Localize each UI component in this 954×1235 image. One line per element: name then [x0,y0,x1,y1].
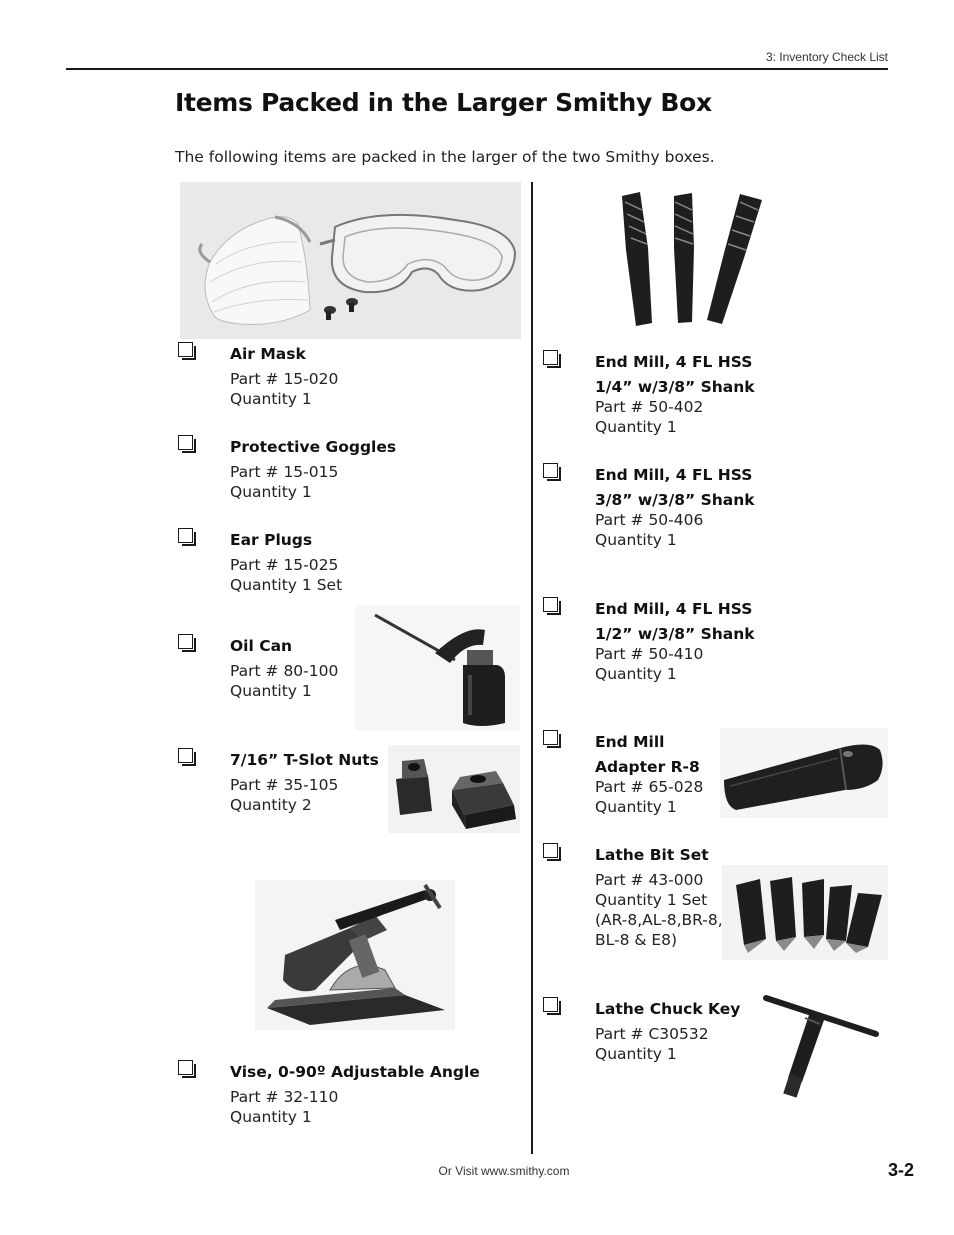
item-name: Ear Plugs [230,531,313,549]
footer-visit-text: Or Visit www.smithy.com [438,1164,570,1178]
lathe-bit-set-photo [722,865,888,960]
end-mill-adapter-photo [720,728,888,818]
checkbox-icon[interactable] [543,597,558,612]
checkbox-icon[interactable] [178,342,193,357]
header-rule [66,68,888,70]
item-name: Lathe Bit Set [595,846,709,864]
item-part: Part # 15-025 [230,556,339,574]
checkbox-icon[interactable] [178,634,193,649]
t-slot-nuts-photo [388,745,520,833]
item-part: Part # 32-110 [230,1088,339,1106]
column-divider [531,182,533,1154]
item-note: BL-8 & E8) [595,931,678,949]
item-quantity: Quantity 1 Set [595,891,708,909]
checkbox-icon[interactable] [178,748,193,763]
end-mills-photo [612,188,776,328]
item-name-detail: 1/4” w/3/8” Shank [595,378,755,396]
vise-photo [255,880,455,1030]
item-name-detail: Adapter R-8 [595,758,700,776]
item-quantity: Quantity 1 [595,798,677,816]
item-part: Part # 35-105 [230,776,339,794]
item-quantity: Quantity 1 [230,483,312,501]
item-quantity: Quantity 2 [230,796,312,814]
lathe-chuck-key-photo [760,990,890,1102]
item-quantity: Quantity 1 [595,418,677,436]
checkbox-icon[interactable] [178,1060,193,1075]
item-name: 7/16” T-Slot Nuts [230,751,379,769]
item-part: Part # 15-015 [230,463,339,481]
checkbox-icon[interactable] [543,463,558,478]
item-quantity: Quantity 1 [595,665,677,683]
checkbox-icon[interactable] [178,435,193,450]
item-quantity: Quantity 1 [230,390,312,408]
item-name-detail: 3/8” w/3/8” Shank [595,491,755,509]
item-part: Part # 50-410 [595,645,704,663]
item-part: Part # 15-020 [230,370,339,388]
item-name: End Mill [595,733,665,751]
item-name: End Mill, 4 FL HSS [595,600,753,618]
page-number: 3-2 [887,1160,914,1180]
item-name: End Mill, 4 FL HSS [595,353,753,371]
oil-can-photo [355,605,520,730]
item-quantity: Quantity 1 [595,1045,677,1063]
item-quantity: Quantity 1 [230,682,312,700]
item-part: Part # 43-000 [595,871,704,889]
item-part: Part # 50-402 [595,398,704,416]
item-name-detail: 1/2” w/3/8” Shank [595,625,755,643]
item-part: Part # C30532 [595,1025,709,1043]
checkbox-icon[interactable] [543,350,558,365]
item-note: (AR-8,AL-8,BR-8, [595,911,723,929]
item-quantity: Quantity 1 [595,531,677,549]
item-quantity: Quantity 1 Set [230,576,343,594]
checkbox-icon[interactable] [543,843,558,858]
checkbox-icon[interactable] [178,528,193,543]
page-title: Items Packed in the Larger Smithy Box [175,88,712,117]
item-name: Air Mask [230,345,306,363]
item-part: Part # 50-406 [595,511,704,529]
item-part: Part # 80-100 [230,662,339,680]
item-name: Protective Goggles [230,438,397,456]
item-name: End Mill, 4 FL HSS [595,466,753,484]
item-quantity: Quantity 1 [230,1108,312,1126]
item-name: Vise, 0-90º Adjustable Angle [230,1063,480,1081]
section-header: 3: Inventory Check List [765,50,888,64]
item-name: Oil Can [230,637,293,655]
item-name: Lathe Chuck Key [595,1000,741,1018]
checkbox-icon[interactable] [543,997,558,1012]
item-part: Part # 65-028 [595,778,704,796]
air-mask-goggles-photo [180,182,521,339]
intro-text: The following items are packed in the larger of the two Smithy boxes. [175,148,715,166]
checkbox-icon[interactable] [543,730,558,745]
